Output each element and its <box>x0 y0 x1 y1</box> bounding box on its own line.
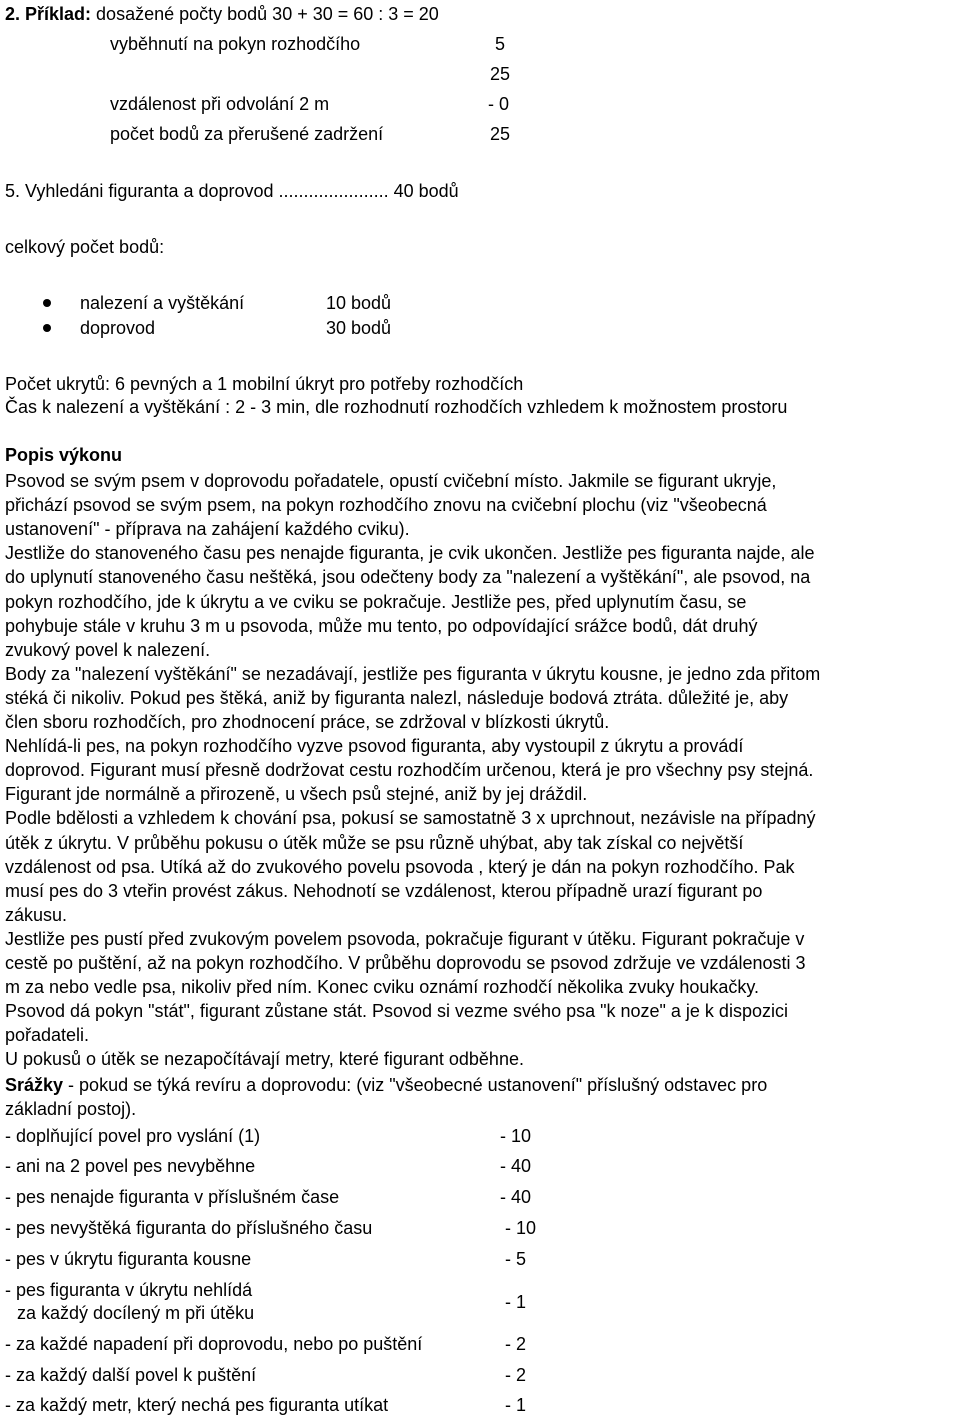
penalty-value: - 40 <box>500 1156 532 1176</box>
popis-line: doprovod. Figurant musí přesně dodržovat cestu rozhodčím určenou, která je pro všechny psy stejná. <box>5 760 814 780</box>
penalty-label-line2: za každý docílený m při útěku <box>17 1303 255 1323</box>
penalty-value: - 1 <box>505 1395 527 1415</box>
srazky-intro <box>5 1074 767 1096</box>
bullet-icon <box>43 324 51 332</box>
popis-line: zvukový povel k nalezení. <box>5 640 211 660</box>
penalty-label: - pes v úkrytu figuranta kousne <box>5 1249 252 1269</box>
srazky-intro-line2: základní postoj). <box>5 1099 137 1119</box>
popis-line: cestě po puštění, až na pokyn rozhodčího. V průběhu doprovodu se psovod zdržuje ve vzdálenosti 3 <box>5 953 806 973</box>
popis-line: přichází psovod se svým psem, na pokyn rozhodčího znovu na cvičební plochu (viz "všeobecná <box>5 495 767 515</box>
popis-line: U pokusů o útěk se nezapočítávají metry, které figurant odběhne. <box>5 1049 524 1069</box>
total-label: celkový počet bodů: <box>5 237 165 257</box>
penalty-label: - doplňující povel pro vyslání (1) <box>5 1126 261 1146</box>
popis-line: ustanovení" - příprava na zahájení každého cviku). <box>5 519 410 539</box>
popis-line: Figurant jde normálně a přirozeně, u všech psů stejné, aniž by jej dráždil. <box>5 784 588 804</box>
score-item-label: doprovod <box>80 318 156 338</box>
penalty-label: - za každé napadení při doprovodu, nebo po puštění <box>5 1334 423 1354</box>
popis-line: Podle bdělosti a vzhledem k chování psa, pokusí se samostatně 3 x uprchnout, nezávisle na případný <box>5 808 816 828</box>
section5-dots: ...................... <box>278 181 389 201</box>
bullet-icon <box>43 299 51 307</box>
popis-line: Psovod se svým psem v doprovodu pořadatele, opustí cvičební místo. Jakmile se figurant ukryje, <box>5 471 777 491</box>
popis-line: pokyn rozhodčího, jde k úkrytu a ve cviku se pokračuje. Jestliže pes, před uplynutím času, se <box>5 592 747 612</box>
popis-line: musí pes do 3 vteřin provést zákus. Nehodnotí se vzdálenost, kterou případně urazí figurant po <box>5 881 763 901</box>
popis-line: zákusu. <box>5 905 68 925</box>
popis-line: do uplynutí stanoveného času neštěká, jsou odečteny body za "nalezení a vyštěkání", ale psovod, na <box>5 567 811 587</box>
penalty-value: - 10 <box>505 1218 537 1238</box>
popis-line: stéká či nikoliv. Pokud pes štěká, aniž by figuranta nalezl, následuje bodová ztráta. důležité je, aby <box>5 688 789 708</box>
example-heading-bold: 2. Příklad: <box>5 4 92 24</box>
penalty-value: - 2 <box>505 1365 527 1385</box>
section5-title-line <box>5 180 459 202</box>
popis-line: vzdálenost od psa. Utíká až do zvukového povelu psovoda , který je dán na pokyn rozhodčího. Pak <box>5 857 795 877</box>
example-row-label: počet bodů za přerušené zadržení <box>110 124 384 144</box>
score-item-value: 30 bodů <box>326 318 392 338</box>
example-row-label: vzdálenost při odvolání 2 m <box>110 94 330 114</box>
penalty-label: - ani na 2 povel pes nevyběhne <box>5 1156 256 1176</box>
popis-line: Body za "nalezení vyštěkání" se nezadávají, jestliže pes figuranta v úkrytu kousne, je jedno zda přitom <box>5 664 821 684</box>
score-item-value: 10 bodů <box>326 293 392 313</box>
example-row-label: vyběhnutí na pokyn rozhodčího <box>110 34 361 54</box>
popis-line: člen sboru rozhodčích, pro zhodnocení práce, se zdržoval v blízkosti úkrytů. <box>5 712 610 732</box>
example-row-value: 25 <box>490 64 511 84</box>
popis-line: Nehlídá-li pes, na pokyn rozhodčího vyzve psovod figuranta, aby vystoupil z úkrytu a provádí <box>5 736 744 756</box>
penalty-label: - za každý metr, který nechá pes figuranta utíkat <box>5 1395 389 1415</box>
example-row-value: 25 <box>490 124 511 144</box>
penalty-label: - pes nenajde figuranta v příslušném čase <box>5 1187 340 1207</box>
example-heading <box>5 3 439 25</box>
srazky-title: Srážky <box>5 1075 64 1095</box>
section5-title: 5. Vyhledáni figuranta a doprovod <box>5 181 274 201</box>
hides-text: Počet ukrytů: 6 pevných a 1 mobilní úkryt pro potřeby rozhodčích <box>5 374 524 394</box>
popis-title: Popis výkonu <box>5 445 123 465</box>
popis-line: Psovod dá pokyn "stát", figurant zůstane stát. Psovod si vezme svého psa "k noze" a je k dispozici <box>5 1001 788 1021</box>
penalty-value: - 40 <box>500 1187 532 1207</box>
popis-line: m za nebo vedle psa, nikoliv před ním. Konec cviku oznámí rozhodčí několika zvuky houkačky. <box>5 977 760 997</box>
penalty-label: - za každý další povel k puštění <box>5 1365 257 1385</box>
penalty-value: - 1 <box>505 1292 527 1312</box>
popis-line: pořadateli. <box>5 1025 90 1045</box>
example-row-value: - 0 <box>488 94 510 114</box>
score-item-label: nalezení a vyštěkání <box>80 293 245 313</box>
popis-line: Jestliže pes pustí před zvukovým povelem psovoda, pokračuje figurant v útěku. Figurant pokračuje v <box>5 929 805 949</box>
time-text: Čas k nalezení a vyštěkání : 2 - 3 min, dle rozhodnutí rozhodčích vzhledem k možnostem prostoru <box>5 397 788 417</box>
example-row-value: 5 <box>495 34 506 54</box>
popis-line: Jestliže do stanoveného času pes nenajde figuranta, je cvik ukončen. Jestliže pes figuranta najde, ale <box>5 543 815 563</box>
penalty-value: - 10 <box>500 1126 532 1146</box>
example-heading-text: dosažené počty bodů 30 + 30 = 60 : 3 = 20 <box>91 4 439 24</box>
penalty-label: - pes figuranta v úkrytu nehlídá <box>5 1280 253 1300</box>
popis-line: útěk z úkrytu. V průběhu pokusu o útěk může se psu různě uhýbat, aby tak získal co největší <box>5 833 744 853</box>
section5-points: 40 bodů <box>388 181 459 201</box>
penalty-value: - 2 <box>505 1334 527 1354</box>
penalty-label: - pes nevyštěká figuranta do příslušného času <box>5 1218 373 1238</box>
popis-line: pohybuje stále v kruhu 3 m u psovoda, může mu tento, po odpovídající srážce bodů, dát druhý <box>5 616 758 636</box>
srazky-intro-text: - pokud se týká revíru a doprovodu: (viz "všeobecné ustanovení" příslušný odstavec pro <box>63 1075 768 1095</box>
penalty-value: - 5 <box>505 1249 527 1269</box>
